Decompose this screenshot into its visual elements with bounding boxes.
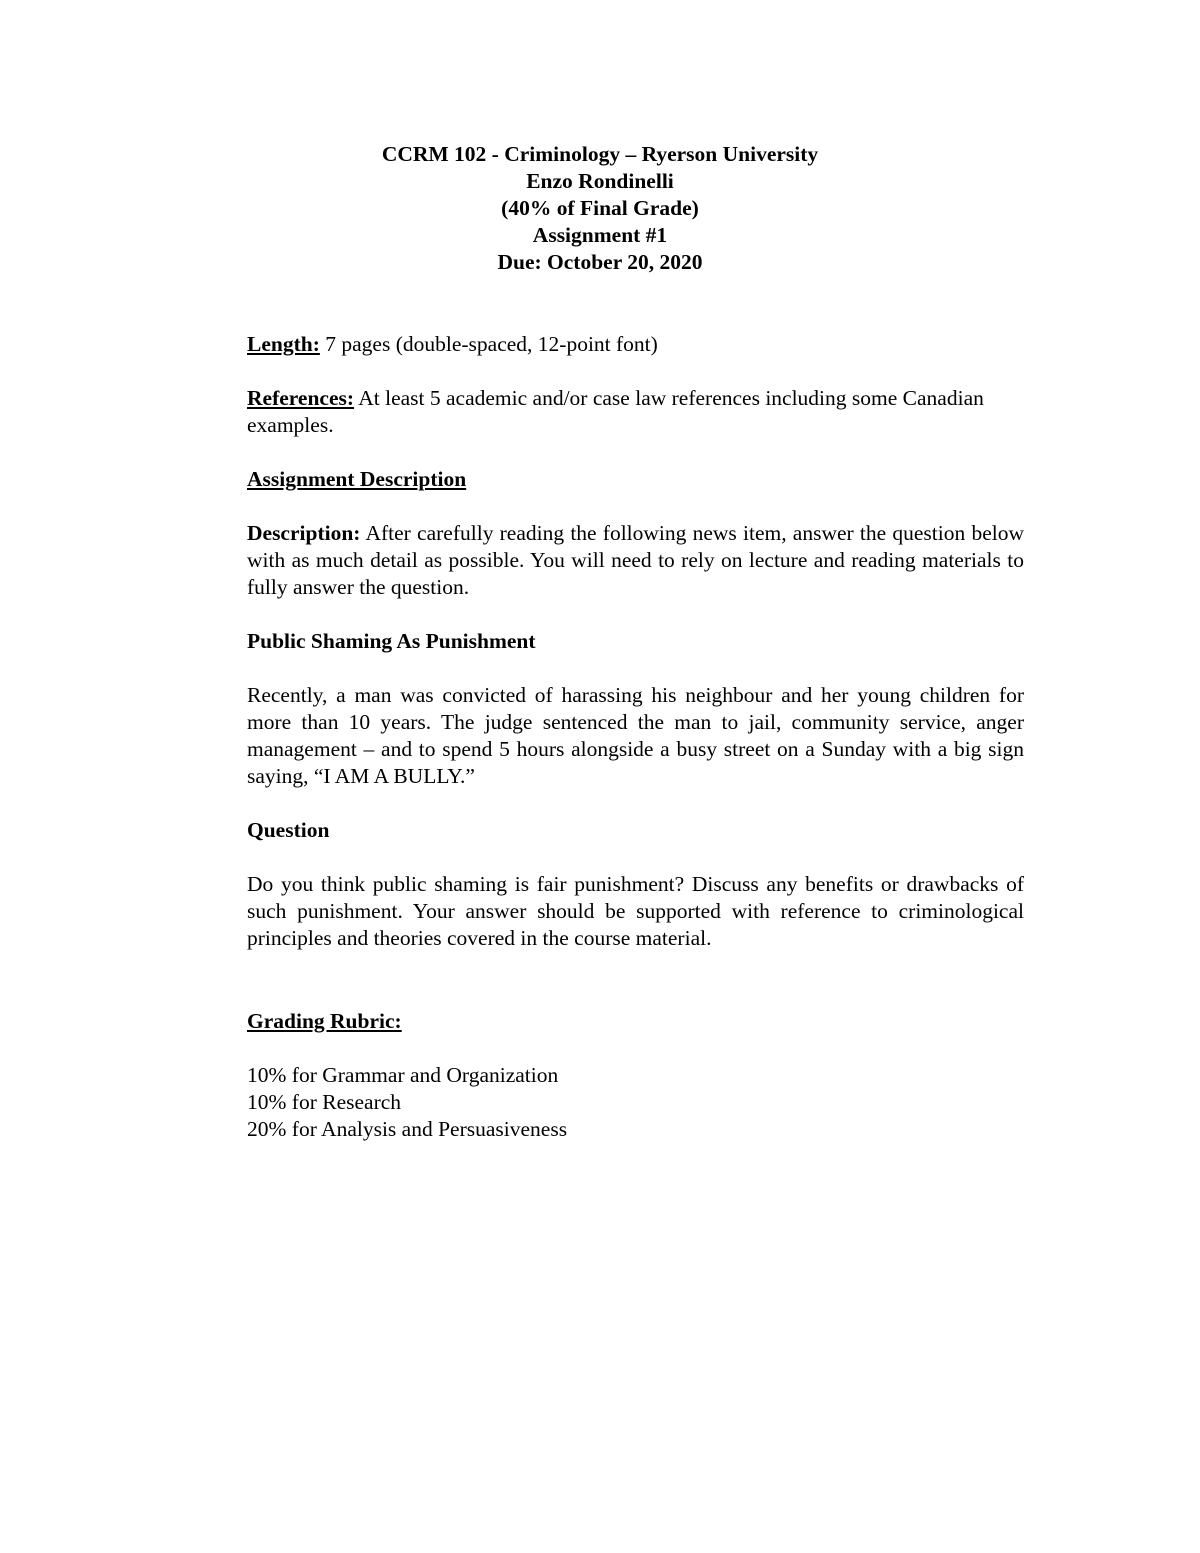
length-section (247, 331, 1024, 358)
description-paragraph (247, 520, 1024, 601)
question-section (247, 871, 1024, 952)
news-heading: Public Shaming As Punishment (247, 629, 536, 653)
rubric-item: 10% for Research (247, 1090, 402, 1114)
assignment-description-section (247, 466, 1024, 493)
references-text: At least 5 academic and/or case law references including some Canadian examples. (247, 386, 984, 437)
references-label: References: (247, 386, 355, 410)
rubric-list (247, 1062, 1024, 1143)
references-paragraph (247, 385, 1024, 439)
rubric-item: 20% for Analysis and Persuasiveness (247, 1117, 568, 1141)
due-date: Due: October 20, 2020 (497, 250, 703, 274)
rubric-item: 10% for Grammar and Organization (247, 1063, 559, 1087)
course-title: CCRM 102 - Criminology – Ryerson University (381, 142, 819, 166)
question-heading-section (247, 817, 1024, 844)
question-heading: Question (247, 818, 330, 842)
assignment-number: Assignment #1 (532, 223, 668, 247)
rubric-heading-section (247, 1008, 1024, 1035)
description-section (247, 520, 1024, 601)
description-text: After carefully reading the following news item, answer the question below with as much detail as possible. You will need to rely on lecture and reading materials to fully answer the question. (247, 521, 1024, 599)
document-header (0, 141, 1200, 276)
length-text: 7 pages (double-spaced, 12-point font) (319, 332, 658, 356)
news-heading-section (247, 628, 1024, 655)
length-label: Length: (247, 332, 320, 356)
references-section (247, 385, 1024, 439)
news-section (247, 682, 1024, 790)
instructor-name: Enzo Rondinelli (526, 169, 674, 193)
grade-weight: (40% of Final Grade) (501, 196, 699, 220)
length-paragraph (247, 331, 1024, 358)
question-paragraph: Do you think public shaming is fair punishment? Discuss any benefits or drawbacks of such punishment. Your answer should be supported with reference to criminological principles and theories covered in the course material. (247, 872, 1024, 950)
rubric-heading: Grading Rubric: (247, 1009, 402, 1033)
assignment-description-heading: Assignment Description (247, 467, 467, 491)
news-paragraph: Recently, a man was convicted of harassing his neighbour and her young children for more than 10 years. The judge sentenced the man to jail, community service, anger management – and to spend 5 hours alongside a busy street on a Sunday with a big sign saying, “I AM A BULLY.” (247, 683, 1024, 788)
description-label: Description: (247, 521, 361, 545)
